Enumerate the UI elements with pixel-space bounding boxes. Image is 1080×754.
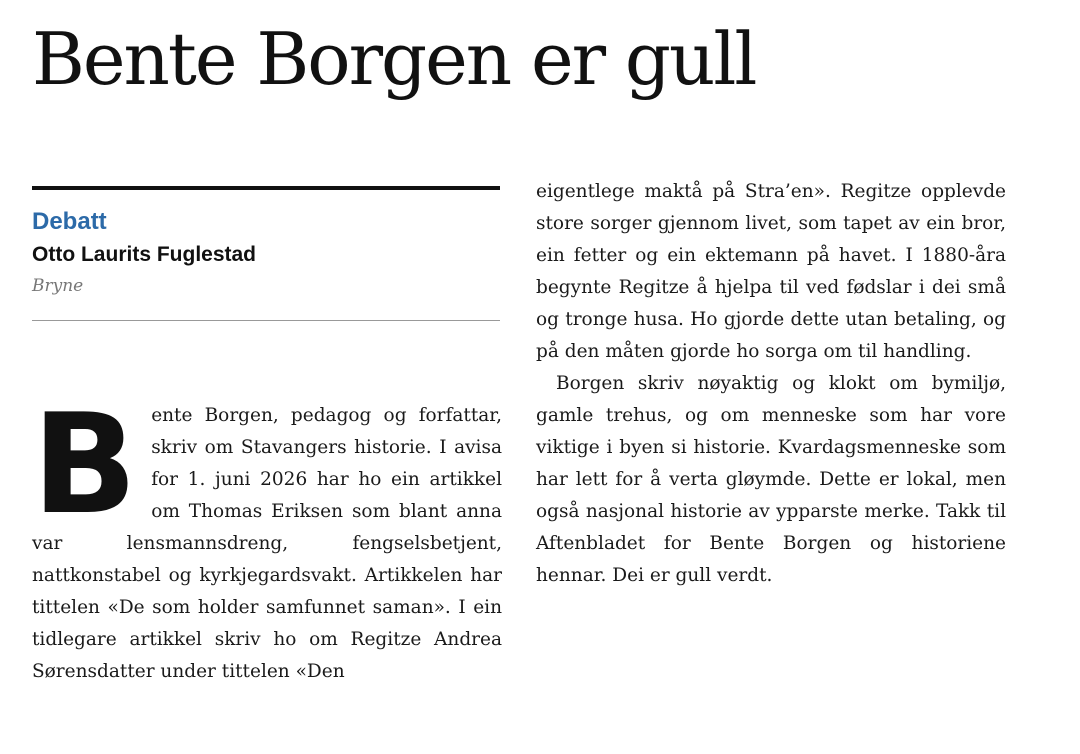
byline-top-rule	[32, 186, 500, 190]
body-column-left	[32, 384, 502, 688]
dropcap-letter: B	[32, 384, 138, 545]
body-paragraph-1-continued: eigentlege maktå på Stra’en». Regitze opplevde store sorger gjennom livet, som tapet av ein bror, ein fetter og ein ektemann på havet. I 1880-åra begynte Regitze å hjelpa til ved fødslar i dei små og tronge husa. Ho gjorde dette utan betaling, og på den måten gjorde ho sorga om til handling.	[536, 181, 1006, 362]
section-label: Debatt	[32, 208, 107, 235]
paragraph-1-text: ente Borgen, pedagog og forfattar, skriv om Stavangers historie. I avisa for 1. juni 2026 har ho ein artikkel om Thomas Eriksen som blant anna var lensmannsdreng, fengselsbetjent, nattkonstabel og kyrkjegardsvakt. Artikkelen har tittelen «De som holder samfunnet saman». I ein tidlegare artikkel skriv ho om Regitze Andrea Sørensdatter under tittelen «Den	[32, 405, 502, 682]
body-paragraph-2: Borgen skriv nøyaktig og klokt om bymiljø, gamle trehus, og om menneske som har vore viktige i byen si historie. Kvardagsmenneske som har lett for å verta gløymde. Dette er lokal, men også nasjonal historie av ypparste merke. Takk til Aftenbladet for Bente Borgen og historiene hennar. Dei er gull verdt.	[536, 373, 1006, 586]
headline: Bente Borgen er gull	[32, 17, 756, 101]
byline-box	[32, 186, 500, 321]
body-paragraph-1	[32, 384, 502, 688]
author-location: Bryne	[32, 276, 84, 297]
byline-bottom-rule	[32, 320, 500, 321]
body-column-right	[536, 176, 1006, 592]
author-name: Otto Laurits Fuglestad	[32, 242, 257, 266]
